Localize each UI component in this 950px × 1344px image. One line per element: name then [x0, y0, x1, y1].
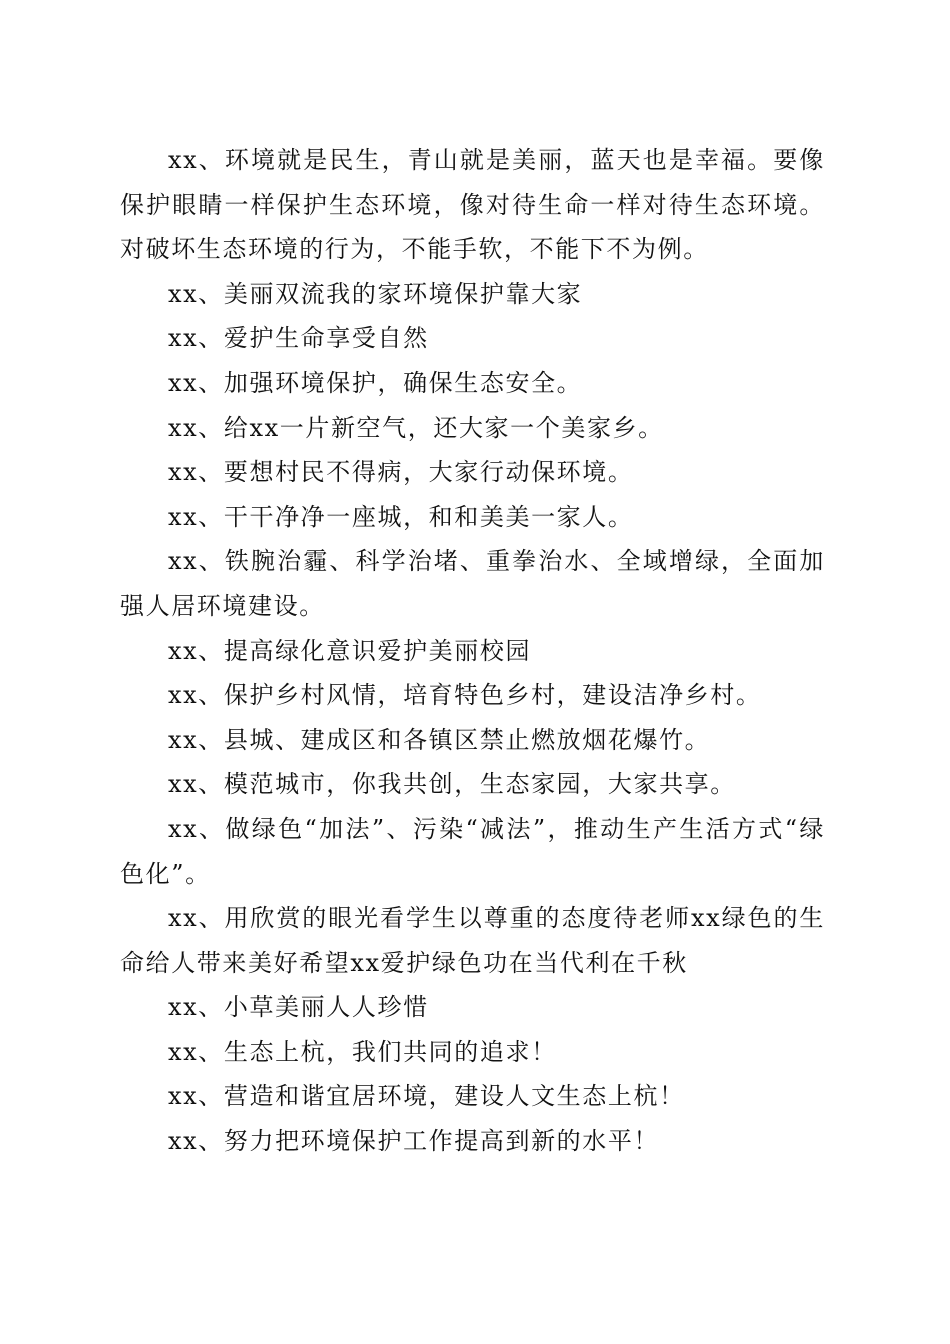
paragraph-9: xx、提高绿化意识爱护美丽校园	[168, 636, 532, 665]
paragraph-13: xx、做绿色“加法”、污染“减法”，推动生产生活方式“绿色化”。	[120, 814, 825, 888]
paragraph-10: xx、保护乡村风情，培育特色乡村，建设洁净乡村。	[168, 681, 762, 710]
paragraph-18: xx、努力把环境保护工作提高到新的水平！	[168, 1127, 660, 1156]
paragraph-6: xx、要想村民不得病，大家行动保环境。	[168, 458, 634, 487]
paragraph-3: xx、爱护生命享受自然	[168, 324, 429, 353]
paragraph-15: xx、小草美丽人人珍惜	[168, 993, 429, 1022]
paragraph-5: xx、给xx一片新空气，还大家一个美家乡。	[168, 413, 664, 442]
document-body	[120, 138, 825, 1164]
paragraph-12: xx、模范城市，你我共创，生态家园，大家共享。	[168, 770, 736, 799]
paragraph-7: xx、干干净净一座城，和和美美一家人。	[168, 502, 634, 531]
paragraph-16: xx、生态上杭，我们共同的追求！	[168, 1037, 557, 1066]
paragraph-8: xx、铁腕治霾、科学治堵、重拳治水、全域增绿，全面加强人居环境建设。	[120, 547, 825, 620]
paragraph-14: xx、用欣赏的眼光看学生以尊重的态度待老师xx绿色的生命给人带来美好希望xx爱护绿色功在当代利在千秋	[120, 904, 825, 977]
paragraph-4: xx、加强环境保护，确保生态安全。	[168, 368, 583, 397]
paragraph-2: xx、美丽双流我的家环境保护靠大家	[168, 279, 583, 308]
paragraph-1: xx、环境就是民生，青山就是美丽，蓝天也是幸福。要像保护眼睛一样保护生态环境，像对待生命一样对待生态环境。对破坏生态环境的行为，不能手软，不能下不为例。	[120, 146, 825, 264]
paragraph-11: xx、县城、建成区和各镇区禁止燃放烟花爆竹。	[168, 725, 711, 754]
paragraph-17: xx、营造和谐宜居环境，建设人文生态上杭！	[168, 1082, 685, 1111]
